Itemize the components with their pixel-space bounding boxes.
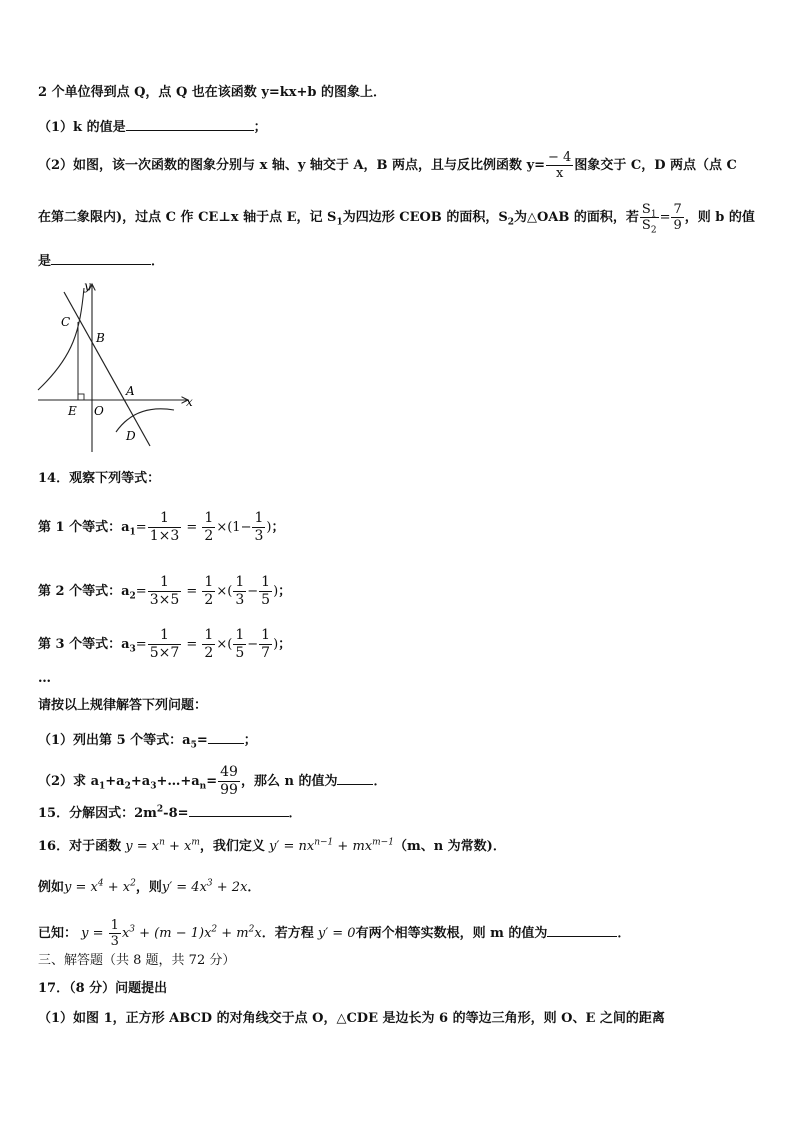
hyperbola-branch-q2 bbox=[38, 288, 84, 390]
q13-part2-line2: 在第二象限内)，过点 C 作 CE⊥x 轴于点 E，记 $S_1$为四边形 CEOB 的面积，$S_2$为△OAB 的面积，若 $\frac{S_1}{S_2}$ = $\frac{7}{9}$ ，则 b 的值 bbox=[38, 202, 755, 236]
ratio-fraction: $\frac{S_1}{S_2}$ bbox=[641, 202, 657, 236]
q15: 15．分解因式：$2m^2-8=$ ． bbox=[38, 802, 302, 823]
answer-blank[interactable] bbox=[126, 116, 254, 131]
answer-blank[interactable] bbox=[189, 802, 289, 817]
q16-definition: 16．对于函数 $y = x^n + x^m$，我们定义 $y' = nx^{n-1} + mx^{m-1}(m$、n 为常数)． bbox=[38, 837, 506, 854]
q14-eq1: 第 1 个等式：$a_1=$ $\frac{1}{1\times 3}$ = $\frac{1}{2}$ ×(1− $\frac{1}{3}$ )； bbox=[38, 510, 285, 544]
q16-known: 已知： y = $\frac{1}{3}$ $x^3 + (m - 1)x^2 + m^2x$．若方程 y′ = 0有两个相等实数根，则 m 的值为 ． bbox=[38, 918, 631, 949]
label-o: O bbox=[94, 404, 104, 418]
linear-function-line bbox=[64, 292, 150, 446]
ratio-value-fraction: $\frac{7}{9}$ bbox=[673, 202, 682, 233]
q14-part2: （2）求 $a_1+a_2+a_3+\dots+a_n=$ $\frac{49}{99}$ ，那么 n 的值为 ． bbox=[38, 764, 387, 798]
label-e: E bbox=[68, 404, 77, 418]
hyperbola-branch-q4 bbox=[116, 409, 174, 432]
answer-blank[interactable] bbox=[51, 250, 151, 265]
q17-title: 17．（8 分）问题提出 bbox=[38, 981, 168, 996]
q14-title: 14．观察下列等式： bbox=[38, 471, 161, 486]
answer-blank[interactable] bbox=[547, 922, 617, 937]
q14-eq3: 第 3 个等式：$a_3=$ $\frac{1}{5\times 7}$ = $\frac{1}{2}$ ×( $\frac{1}{5}$ − $\frac{1}{7}$ )； bbox=[38, 627, 292, 661]
q17-part1: （1）如图 1，正方形 ABCD 的对角线交于点 O，△CDE 是边长为 6 的等边三角形，则 O、E 之间的距离 bbox=[38, 1011, 665, 1026]
fraction: $\frac{- 4}{x}$ bbox=[548, 150, 572, 181]
label-a: A bbox=[126, 384, 135, 398]
q16-example: 例如$y = x^4 + x^2$，则$y' = 4x^3 + 2x$． bbox=[38, 878, 261, 895]
q13-intro: 2 个单位得到点 Q，点 Q 也在该函数 y=kx+b 的图象上． bbox=[38, 85, 387, 100]
q13-part2-line1: （2）如图，该一次函数的图象分别与 x 轴、y 轴交于 A，B 两点，且与反比例函数 y= $\frac{- 4}{x}$ 图象交于 C，D 两点（点 C bbox=[38, 150, 737, 181]
answer-blank[interactable] bbox=[337, 770, 373, 785]
function-graph-figure bbox=[34, 278, 196, 456]
q13-part2-line3: 是 ． bbox=[38, 250, 164, 271]
q14-part1: （1）列出第 5 个等式：$a_5=$ ； bbox=[38, 729, 257, 750]
q14-eq2: 第 2 个等式：$a_2=$ $\frac{1}{3\times 5}$ = $\frac{1}{2}$ ×( $\frac{1}{3}$ − $\frac{1}{5}$ )； bbox=[38, 574, 292, 608]
answer-blank[interactable] bbox=[208, 729, 244, 744]
q14-ellipsis: … bbox=[38, 671, 51, 686]
label-x: x bbox=[186, 395, 193, 409]
q14-instruction: 请按以上规律解答下列问题： bbox=[38, 698, 208, 713]
label-y: y bbox=[84, 279, 91, 293]
q13-part1: （1）k 的值是 ； bbox=[38, 116, 267, 137]
label-d: D bbox=[126, 429, 136, 443]
section-heading: 三、解答题（共 8 题，共 72 分） bbox=[38, 953, 236, 968]
label-b: B bbox=[96, 331, 105, 345]
label-c: C bbox=[61, 315, 71, 329]
right-angle-mark bbox=[78, 394, 84, 400]
